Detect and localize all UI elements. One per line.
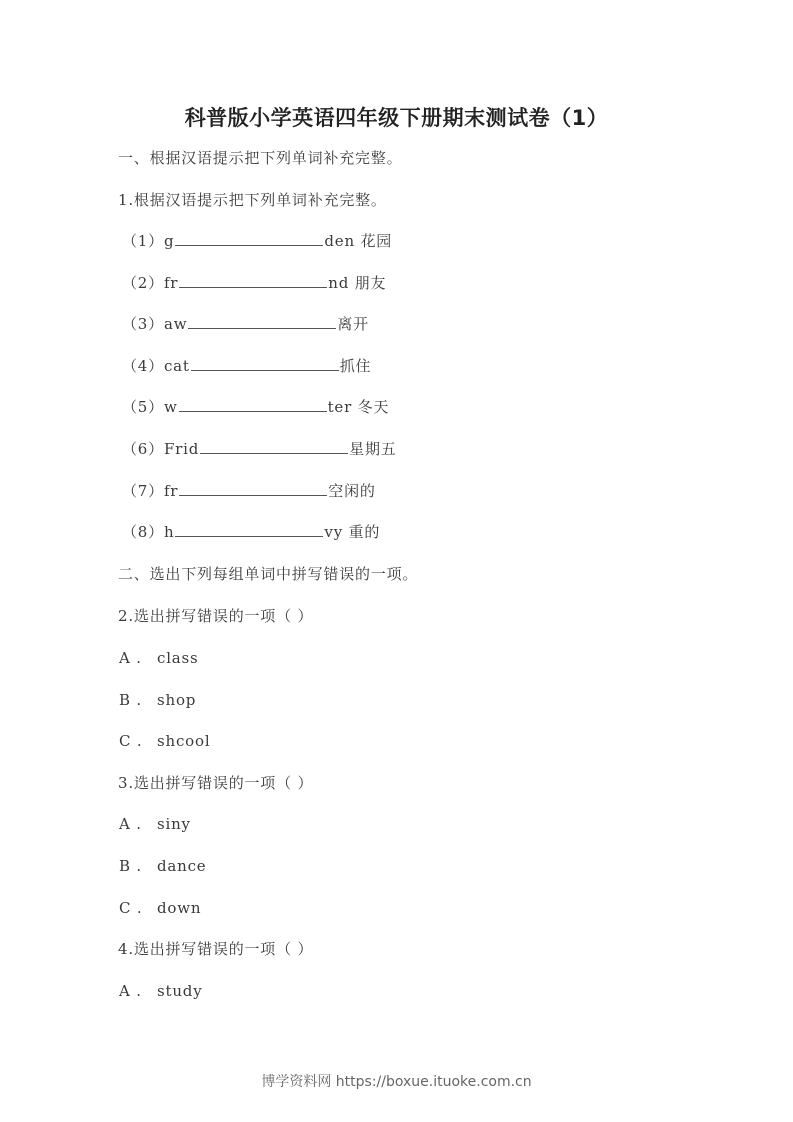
answer-blank[interactable] <box>188 314 336 329</box>
option-c[interactable]: C . shcool <box>119 732 211 750</box>
fill-item-6: （6）Frid 星期五 <box>122 440 397 458</box>
answer-blank[interactable] <box>179 273 327 288</box>
page-title: 科普版小学英语四年级下册期末测试卷（1） <box>184 106 609 130</box>
fill-item-3: （3）aw 离开 <box>122 315 369 333</box>
fill-item-1: （1）g den 花园 <box>122 232 393 250</box>
fill-item-7: （7）fr 空闲的 <box>122 482 376 500</box>
section-2-heading: 二、选出下列每组单词中拼写错误的一项。 <box>118 565 419 583</box>
fill-item-4: （4）cat 抓住 <box>122 357 372 375</box>
question-2-stem: 2.选出拼写错误的一项（ ） <box>118 607 314 625</box>
option-a[interactable]: A . study <box>119 982 203 1000</box>
question-1-stem: 1.根据汉语提示把下列单词补充完整。 <box>118 191 387 209</box>
answer-blank[interactable] <box>179 397 327 412</box>
answer-blank[interactable] <box>200 439 348 454</box>
section-1-heading: 一、根据汉语提示把下列单词补充完整。 <box>118 149 403 167</box>
question-4-stem: 4.选出拼写错误的一项（ ） <box>118 940 314 958</box>
fill-item-8: （8）h vy 重的 <box>122 523 381 541</box>
footer-watermark: 博学资料网 https://boxue.ituoke.com.cn <box>261 1074 532 1090</box>
fill-item-2: （2）fr nd 朋友 <box>122 274 387 292</box>
option-c[interactable]: C . down <box>119 899 202 917</box>
question-3-stem: 3.选出拼写错误的一项（ ） <box>118 774 314 792</box>
answer-blank[interactable] <box>179 481 327 496</box>
option-b[interactable]: B . dance <box>119 857 207 875</box>
option-a[interactable]: A . class <box>119 649 199 667</box>
option-a[interactable]: A . siny <box>119 815 191 833</box>
answer-blank[interactable] <box>191 356 339 371</box>
answer-blank[interactable] <box>175 522 323 537</box>
answer-blank[interactable] <box>175 231 323 246</box>
option-b[interactable]: B . shop <box>119 691 197 709</box>
fill-item-5: （5）w ter 冬天 <box>122 398 390 416</box>
